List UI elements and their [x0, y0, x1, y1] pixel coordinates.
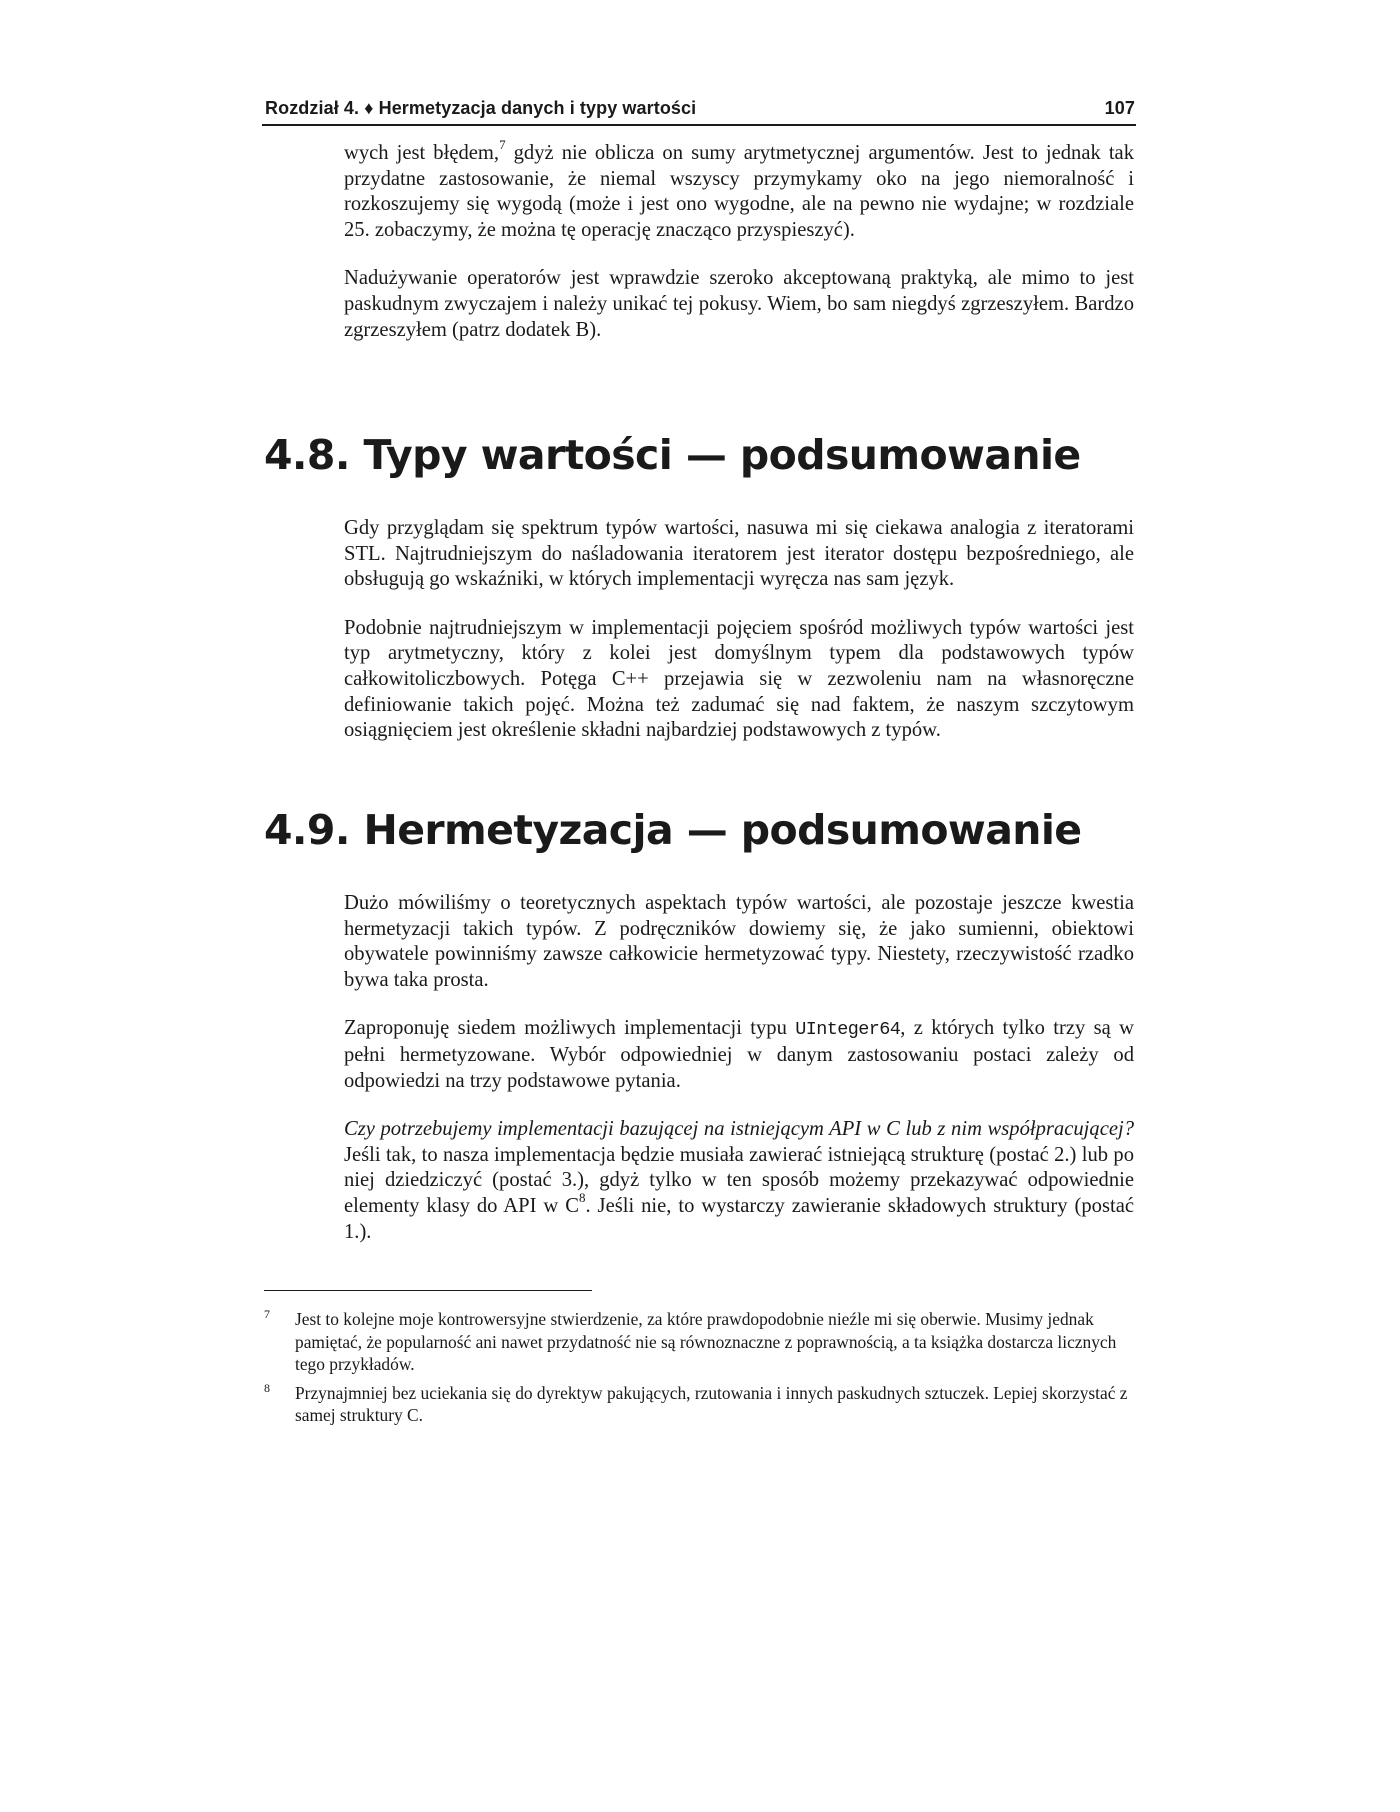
intro-text — [344, 137, 1134, 343]
code-identifier: UInteger64 — [795, 1019, 901, 1041]
section-heading-4-8: 4.8. Typy wartości — podsumowanie — [264, 431, 1081, 479]
footnote-ref-8[interactable]: 8 — [578, 1190, 586, 1206]
italic-question: Czy potrzebujemy implementacji bazującej na istniejącym API w C lub z nim współpracującej? — [344, 1118, 1134, 1141]
footnotes — [264, 1308, 1134, 1433]
chapter-title: Rozdział 4. ♦ Hermetyzacja danych i typy wartości — [265, 98, 697, 118]
paragraph: Gdy przyglądam się spektrum typów wartości, nasuwa mi się ciekawa analogia z iteratorami STL. Najtrudniejszym do naśladowania iteratorem jest iterator dostępu bezpośredniego, ale obsługują go wskaźniki, w których implementacji wyręcza nas sam język. — [344, 517, 1134, 591]
paragraph: Podobnie najtrudniejszym w implementacji pojęciem spośród możliwych typów wartości jest typ arytmetyczny, który z kolei jest domyślnym typem dla podstawowych typów całkowitoliczbowych. Potęga C++ przejawia się w zezwoleniu nam na własnoręczne definiowanie takich pojęć. Można też zadumać się nad faktem, że naszym szczytowym osiągnięciem jest określenie składni najbardziej podstawowych z typów. — [344, 616, 1134, 742]
page-number: 107 — [1104, 98, 1135, 118]
running-header — [265, 98, 1135, 119]
paragraph: Nadużywanie operatorów jest wprawdzie szeroko akceptowaną praktyką, ale mimo to jest paskudnym zwyczajem i należy unikać tej pokusy. Wiem, bo sam niegdyś zgrzeszyłem. Bardzo zgrzeszyłem (patrz dodatek B). — [344, 267, 1134, 341]
paragraph: Zaproponuję siedem możliwych implementacji typu UInteger64, z których tylko trzy są w pełni hermetyzowane. Wybór odpowiedniej w danym zastosowaniu postaci zależy od odpowiedzi na trzy podstawowe pytania. — [344, 1017, 1135, 1092]
footnote-mark: 7 — [264, 1307, 270, 1321]
footnote-text: Jest to kolejne moje kontrowersyjne stwierdzenie, za które prawdopodobnie nieźle mi się oberwie. Musimy jednak pamiętać, że popularność ani nawet przydatność nie są równoznaczne z poprawnością, a ta książka dostarcza licznych tego przykładów. — [295, 1309, 1117, 1374]
footnote-8 — [264, 1382, 1134, 1427]
paragraph: Czy potrzebujemy implementacji bazującej na istniejącym API w C lub z nim współpracującej? Jeśli tak, to nasza implementacja będzie musiała zawierać istniejącą strukturę (postać 2.) lub po niej dziedziczyć (postać 3.), gdyż tylko w ten sposób możemy przekazywać odpowiednie elementy klasy do API w $C^8$. Jeśli nie, to wystarczy zawieranie składowych struktury (postać 1.). — [344, 1118, 1134, 1243]
paragraph: Dużo mówiliśmy o teoretycznych aspektach typów wartości, ale pozostaje jeszcze kwestia hermetyzacji takich typów. Z podręczników dowiemy się, że jako sumienni, obiektowi obywatele powinniśmy zawsze całkowicie hermetyzować typy. Niestety, rzeczywistość rzadko bywa taka prosta. — [344, 892, 1134, 991]
paragraph: wych jest błędem,$^7$ gdyż nie oblicza on sumy arytmetycznej argumentów. Jest to jednak tak przydatne zastosowanie, że niemal wszyscy przymykamy oko na jego niemoralność i rozkoszujemy się wygodą (może i jest ono wygodne, ale na pewno nie wydajne; w rozdziale 25. zobaczymy, że można tę operację znacząco przyspieszyć). — [344, 137, 1134, 241]
header-rule — [262, 124, 1136, 126]
footnote-7 — [264, 1308, 1134, 1376]
section-4-8-text — [344, 516, 1134, 744]
footnote-text: Przynajmniej bez uciekania się do dyrektyw pakujących, rzutowania i innych paskudnych sztuczek. Lepiej skorzystać z samej struktury C. — [295, 1382, 1128, 1425]
footnote-mark: 8 — [264, 1380, 270, 1395]
section-4-9-text — [344, 891, 1134, 1245]
footnote-ref-7[interactable]: 7 — [499, 137, 506, 153]
section-heading-4-9: 4.9. Hermetyzacja — podsumowanie — [264, 806, 1082, 854]
footnote-rule — [264, 1290, 592, 1291]
